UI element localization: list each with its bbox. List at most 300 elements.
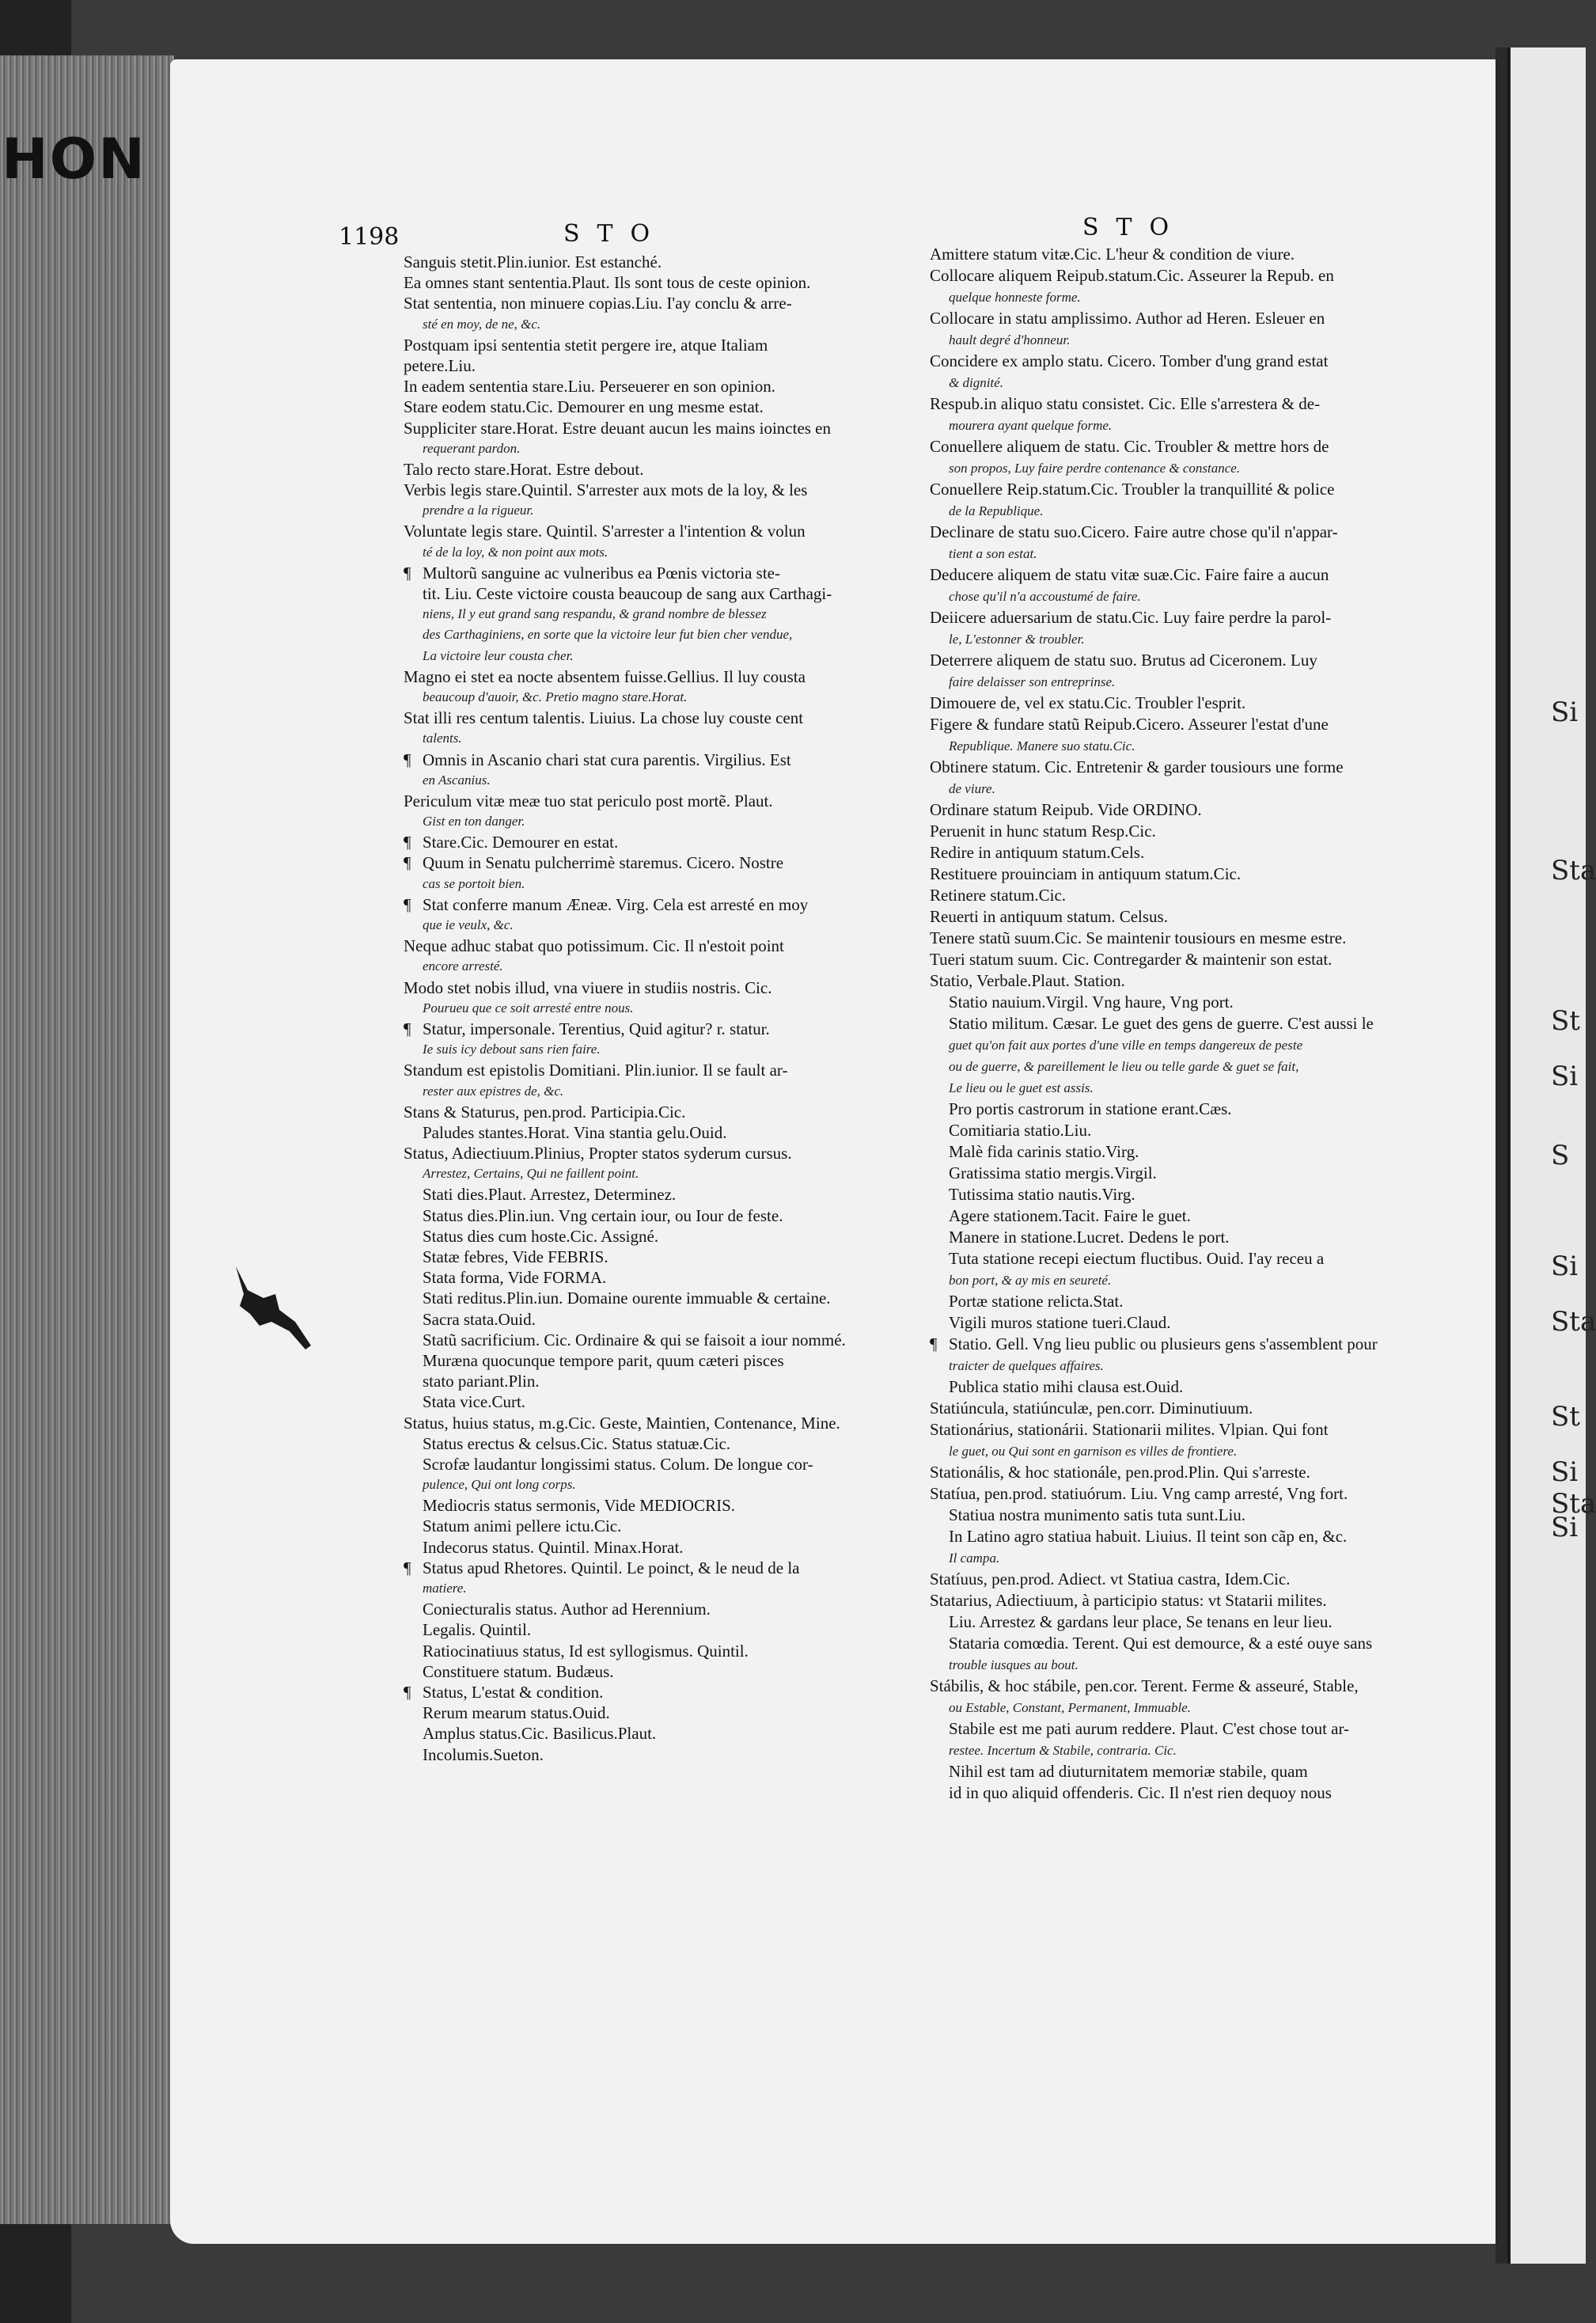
entry-line bbox=[404, 874, 910, 894]
entry-line bbox=[930, 992, 1428, 1013]
entry-line bbox=[404, 811, 910, 832]
entry-line bbox=[930, 799, 1428, 821]
entry-line bbox=[404, 1226, 910, 1247]
entry-text: Amplus status.Cic. Basilicus.Plaut. bbox=[423, 1724, 657, 1744]
entry-text: niens, Il y eut grand sang respandu, & grand nombre de blessez bbox=[423, 606, 767, 622]
entry-line bbox=[404, 956, 910, 977]
entry-text: Stare eodem statu.Cic. Demourer en ung mesme estat. bbox=[404, 397, 764, 417]
entry-text: de viure. bbox=[949, 781, 995, 796]
entry-text: Collocare aliquem Reipub.statum.Cic. Asseurer la Repub. en bbox=[930, 266, 1334, 285]
entry-line bbox=[930, 1227, 1428, 1248]
entry-line bbox=[404, 1558, 910, 1578]
entry-line bbox=[930, 1312, 1428, 1334]
entry-line bbox=[930, 949, 1428, 970]
entry-line bbox=[930, 1205, 1428, 1227]
entry-text: Status apud Rhetores. Quintil. Le poinct, & le neud de la bbox=[423, 1558, 800, 1577]
entry-text: restee. Incertum & Stabile, contraria. Cic. bbox=[949, 1743, 1177, 1758]
entry-text: Coniecturalis status. Author ad Herennium. bbox=[423, 1600, 711, 1619]
entry-text: Collocare in statu amplissimo. Author ad Heren. Esleuer en bbox=[930, 309, 1325, 328]
entry-text: Status, huius status, m.g.Cic. Geste, Maintien, Contenance, Mine. bbox=[404, 1413, 840, 1433]
facing-page-fragment: St bbox=[1551, 1401, 1580, 1433]
entry-line bbox=[930, 757, 1428, 778]
paragraph-mark-icon: ¶ bbox=[404, 833, 411, 852]
entry-line bbox=[404, 666, 910, 687]
entry-text: Comitiaria statio.Liu. bbox=[949, 1121, 1092, 1140]
entry-text: Stata vice.Curt. bbox=[423, 1392, 526, 1412]
entry-line bbox=[404, 852, 910, 873]
entry-text: Verbis legis stare.Quintil. S'arrester aux mots de la loy, & les bbox=[404, 480, 808, 500]
facing-page bbox=[1507, 47, 1586, 2264]
entry-line bbox=[930, 1718, 1428, 1740]
facing-page-fragment: Sta bbox=[1551, 1306, 1596, 1338]
entry-text: Stans & Staturus, pen.prod. Participia.Cic. bbox=[404, 1102, 686, 1122]
facing-page-fragment: Si bbox=[1551, 1512, 1579, 1543]
entry-text: Status, L'estat & condition. bbox=[423, 1682, 604, 1702]
entry-line bbox=[404, 1019, 910, 1039]
entry-text: Talo recto stare.Horat. Estre debout. bbox=[404, 459, 644, 479]
entry-line bbox=[404, 915, 910, 936]
entry-text: encore arresté. bbox=[423, 958, 503, 974]
entry-text: Le lieu ou le guet est assis. bbox=[949, 1080, 1094, 1095]
entry-line bbox=[930, 1120, 1428, 1141]
entry-line bbox=[404, 791, 910, 811]
entry-text: Pro portis castrorum in statione erant.Cæs. bbox=[949, 1099, 1232, 1118]
entry-text: Multorũ sanguine ac vulneribus ea Pœnis victoria ste- bbox=[423, 563, 780, 583]
entry-line bbox=[404, 1205, 910, 1226]
entry-text: Deterrere aliquem de statu suo. Brutus ad Ciceronem. Luy bbox=[930, 651, 1317, 670]
entry-line bbox=[930, 1141, 1428, 1163]
entry-text: Arrestez, Certains, Qui ne faillent point. bbox=[423, 1166, 639, 1182]
entry-line bbox=[404, 998, 910, 1019]
entry-text: Conuellere Reip.statum.Cic. Troubler la tranquillité & police bbox=[930, 480, 1335, 499]
entry-text: Periculum vitæ meæ tuo stat periculo post mortẽ. Plaut. bbox=[404, 791, 773, 810]
paragraph-mark-icon: ¶ bbox=[404, 1682, 411, 1702]
entry-line bbox=[930, 693, 1428, 714]
entry-line bbox=[930, 1419, 1428, 1440]
entry-text: Statarius, Adiectiuum, à participio status: vt Statarii milites. bbox=[930, 1591, 1327, 1610]
entry-text: Dimouere de, vel ex statu.Cic. Troubler l'esprit. bbox=[930, 693, 1246, 712]
entry-line bbox=[930, 436, 1428, 457]
entry-line bbox=[930, 500, 1428, 522]
entry-text: Status dies.Plin.iun. Vng certain iour, ou Iour de feste. bbox=[423, 1205, 783, 1225]
entry-text: sté en moy, de ne, &c. bbox=[423, 316, 541, 332]
entry-line bbox=[404, 438, 910, 459]
entry-line bbox=[404, 397, 910, 417]
entry-text: Stat illi res centum talentis. Liuius. La chose luy couste cent bbox=[404, 708, 804, 728]
entry-text: Concidere ex amplo statu. Cicero. Tomber d'ung grand estat bbox=[930, 351, 1329, 370]
entry-line bbox=[404, 708, 910, 728]
entry-line bbox=[930, 650, 1428, 671]
entry-text: Ie suis icy debout sans rien faire. bbox=[423, 1042, 601, 1057]
entry-line bbox=[404, 936, 910, 956]
entry-text: Statio militum. Cæsar. Le guet des gens de guerre. C'est aussi le bbox=[949, 1014, 1374, 1033]
entry-text: quelque honneste forme. bbox=[949, 290, 1081, 305]
entry-text: Liu. Arrestez & gardans leur place, Se tenans en leur lieu. bbox=[949, 1612, 1333, 1631]
entry-text: Peruenit in hunc statum Resp.Cic. bbox=[930, 822, 1156, 841]
entry-text: Stata forma, Vide FORMA. bbox=[423, 1268, 607, 1288]
entry-text: Manere in statione.Lucret. Dedens le port. bbox=[949, 1228, 1230, 1247]
entry-line bbox=[404, 687, 910, 708]
entry-line bbox=[404, 1475, 910, 1495]
running-head-left: STO bbox=[563, 220, 668, 248]
entry-text: Statíuus, pen.prod. Adiect. vt Statiua castra, Idem.Cic. bbox=[930, 1570, 1291, 1589]
entry-line bbox=[930, 821, 1428, 842]
entry-line bbox=[930, 479, 1428, 500]
entry-text: Modo stet nobis illud, vna viuere in studiis nostris. Cic. bbox=[404, 977, 772, 997]
entry-text: Magno ei stet ea nocte absentem fuisse.Gellius. Il luy cousta bbox=[404, 666, 806, 686]
entry-line bbox=[930, 372, 1428, 393]
entry-line bbox=[404, 272, 910, 293]
entry-line bbox=[404, 583, 910, 604]
entry-line bbox=[404, 604, 910, 624]
paragraph-mark-icon: ¶ bbox=[930, 1334, 938, 1353]
entry-text: Suppliciter stare.Horat. Estre deuant aucun les mains ioinctes en bbox=[404, 418, 832, 438]
entry-line bbox=[930, 842, 1428, 864]
entry-text: Retinere statum.Cic. bbox=[930, 886, 1067, 905]
entry-text: Stationárius, stationárii. Stationarii milites. Vlpian. Qui font bbox=[930, 1420, 1329, 1439]
entry-text: Statio, Verbale.Plaut. Station. bbox=[930, 971, 1125, 990]
entry-line bbox=[930, 714, 1428, 735]
entry-line bbox=[404, 521, 910, 541]
entry-text: cas se portoit bien. bbox=[423, 875, 525, 891]
entry-line bbox=[930, 735, 1428, 757]
entry-line bbox=[404, 1122, 910, 1143]
entry-line bbox=[930, 628, 1428, 650]
entry-line bbox=[404, 335, 910, 355]
entry-line bbox=[404, 252, 910, 272]
entry-text: Statiúncula, statiúnculæ, pen.corr. Diminutiuum. bbox=[930, 1399, 1253, 1418]
entry-text: prendre a la rigueur. bbox=[423, 503, 534, 518]
entry-text: Statíua, pen.prod. statiuórum. Liu. Vng camp arresté, Vng fort. bbox=[930, 1484, 1348, 1503]
entry-line bbox=[404, 1309, 910, 1330]
entry-line bbox=[404, 1039, 910, 1060]
entry-line bbox=[930, 1547, 1428, 1569]
entry-line bbox=[404, 1060, 910, 1080]
entry-line bbox=[404, 1641, 910, 1661]
entry-text: Rerum mearum status.Ouid. bbox=[423, 1703, 610, 1723]
entry-text: Stati reditus.Plin.iun. Domaine ourente immuable & certaine. bbox=[423, 1289, 831, 1308]
facing-page-fragment: Si bbox=[1551, 697, 1579, 728]
right-column bbox=[930, 244, 1428, 1804]
entry-line bbox=[404, 1267, 910, 1288]
entry-text: Statio. Gell. Vng lieu public ou plusieurs gens s'assemblent pour bbox=[949, 1334, 1378, 1353]
entry-text: Obtinere statum. Cic. Entretenir & garder tousiours une forme bbox=[930, 757, 1344, 776]
entry-line bbox=[404, 1537, 910, 1558]
entry-text: Gist en ton danger. bbox=[423, 814, 525, 829]
entry-text: Agere stationem.Tacit. Faire le guet. bbox=[949, 1206, 1191, 1225]
entry-line bbox=[930, 1291, 1428, 1312]
entry-text: stato pariant.Plin. bbox=[423, 1372, 540, 1391]
entry-text: traicter de quelques affaires. bbox=[949, 1358, 1104, 1373]
entry-line bbox=[404, 1619, 910, 1640]
entry-line bbox=[930, 1270, 1428, 1291]
entry-line bbox=[404, 1102, 910, 1122]
entry-text: Restituere prouinciam in antiquum statum.Cic. bbox=[930, 864, 1242, 883]
entry-text: Stabile est me pati aurum reddere. Plaut. C'est chose tout ar- bbox=[949, 1719, 1350, 1738]
entry-text: Postquam ipsi sententia stetit pergere ire, atque Italiam bbox=[404, 335, 768, 355]
entry-text: Figere & fundare statũ Reipub.Cicero. Asseurer l'estat d'une bbox=[930, 715, 1329, 734]
entry-text: Deiicere aduersarium de statu.Cic. Luy faire perdre la parol- bbox=[930, 608, 1332, 627]
entry-line bbox=[930, 1633, 1428, 1654]
facing-page-fragment: Si bbox=[1551, 1251, 1579, 1282]
entry-line bbox=[404, 293, 910, 313]
entry-line bbox=[930, 778, 1428, 799]
entry-text: Status, Adiectiuum.Plinius, Propter statos syderum cursus. bbox=[404, 1144, 792, 1163]
entry-text: Tueri statum suum. Cic. Contregarder & maintenir son estat. bbox=[930, 950, 1333, 969]
entry-text: Stat sententia, non minuere copias.Liu. I'ay conclu & arre- bbox=[404, 294, 792, 313]
entry-text: tient a son estat. bbox=[949, 546, 1037, 561]
entry-text: Vigili muros statione tueri.Claud. bbox=[949, 1313, 1171, 1332]
entry-line bbox=[930, 1740, 1428, 1761]
entry-line bbox=[404, 563, 910, 583]
entry-line bbox=[404, 1081, 910, 1102]
entry-line bbox=[404, 1330, 910, 1350]
entry-text: Statum animi pellere ictu.Cic. bbox=[423, 1516, 622, 1536]
entry-text: In Latino agro statiua habuit. Liuius. Il teint son cãp en, &c. bbox=[949, 1527, 1348, 1546]
entry-line bbox=[930, 1099, 1428, 1120]
entry-text: petere.Liu. bbox=[404, 355, 476, 375]
entry-line bbox=[930, 265, 1428, 287]
entry-line bbox=[930, 1590, 1428, 1611]
entry-text: Paludes stantes.Horat. Vina stantia gelu.Ouid. bbox=[423, 1122, 727, 1142]
entry-line bbox=[930, 351, 1428, 372]
entry-line bbox=[930, 287, 1428, 308]
entry-text: Ratiocinatiuus status, Id est syllogismus. Quintil. bbox=[423, 1641, 749, 1661]
entry-line bbox=[930, 1526, 1428, 1547]
facing-page-fragment: Si bbox=[1551, 1061, 1579, 1092]
entry-text: Malè fida carinis statio.Virg. bbox=[949, 1142, 1139, 1161]
entry-text: Statæ febres, Vide FEBRIS. bbox=[423, 1247, 608, 1266]
entry-text: Stati dies.Plaut. Arrestez, Determinez. bbox=[423, 1185, 677, 1205]
paragraph-mark-icon: ¶ bbox=[404, 563, 411, 583]
entry-text: Indecorus status. Quintil. Minax.Horat. bbox=[423, 1537, 684, 1557]
entry-line bbox=[930, 1376, 1428, 1398]
running-head-right: STO bbox=[1082, 214, 1187, 241]
entry-line bbox=[930, 1184, 1428, 1205]
entry-line bbox=[404, 832, 910, 852]
entry-line bbox=[930, 393, 1428, 415]
entry-line bbox=[404, 1578, 910, 1599]
entry-line bbox=[930, 1398, 1428, 1419]
entry-text: chose qu'il n'a accoustumé de faire. bbox=[949, 589, 1141, 604]
entry-text: Republique. Manere suo statu.Cic. bbox=[949, 738, 1135, 753]
entry-text: Gratissima statio mergis.Virgil. bbox=[949, 1163, 1157, 1182]
entry-line bbox=[404, 1702, 910, 1723]
ink-blot-icon bbox=[220, 1258, 323, 1361]
entry-line bbox=[404, 500, 910, 521]
entry-text: des Carthaginiens, en sorte que la victoire leur fut bien cher vendue, bbox=[423, 627, 793, 643]
entry-line bbox=[930, 1654, 1428, 1676]
paragraph-mark-icon: ¶ bbox=[404, 853, 411, 873]
facing-page-fragment: Sta bbox=[1551, 855, 1596, 886]
entry-text: beaucoup d'auoir, &c. Pretio magno stare.Horat. bbox=[423, 689, 688, 704]
entry-line bbox=[404, 1143, 910, 1163]
entry-line bbox=[930, 522, 1428, 543]
page-number: 1198 bbox=[339, 223, 400, 251]
entry-line bbox=[404, 646, 910, 666]
entry-text: Status erectus & celsus.Cic. Status statuæ.Cic. bbox=[423, 1433, 731, 1453]
entry-line bbox=[930, 607, 1428, 628]
entry-line bbox=[404, 1163, 910, 1184]
entry-line bbox=[404, 1413, 910, 1433]
facing-page-fragment: Si bbox=[1551, 1456, 1579, 1488]
entry-text: Status dies cum hoste.Cic. Assigné. bbox=[423, 1226, 659, 1246]
paragraph-mark-icon: ¶ bbox=[404, 1019, 411, 1038]
entry-text: Statiua nostra munimento satis tuta sunt.Liu. bbox=[949, 1505, 1246, 1524]
entry-text: In eadem sententia stare.Liu. Perseuerer en son opinion. bbox=[404, 377, 776, 397]
entry-text: Il campa. bbox=[949, 1551, 1000, 1566]
entry-line bbox=[930, 1248, 1428, 1270]
entry-line bbox=[930, 1782, 1428, 1804]
entry-line bbox=[404, 1454, 910, 1475]
entry-line bbox=[930, 1462, 1428, 1483]
entry-text: le guet, ou Qui sont en garnison es villes de frontiere. bbox=[949, 1444, 1238, 1459]
entry-line bbox=[930, 1013, 1428, 1034]
left-column bbox=[404, 252, 910, 1765]
entry-text: Scrofæ laudantur longissimi status. Colum. De longue cor- bbox=[423, 1454, 813, 1474]
entry-line bbox=[930, 1761, 1428, 1782]
entry-text: Statũ sacrificium. Cic. Ordinaire & qui se faisoit a iour nommé. bbox=[423, 1330, 846, 1349]
entry-text: Declinare de statu suo.Cicero. Faire autre chose qu'il n'appar- bbox=[930, 522, 1338, 541]
entry-line bbox=[930, 1611, 1428, 1633]
entry-text: Stábilis, & hoc stábile, pen.cor. Terent. Ferme & asseuré, Stable, bbox=[930, 1676, 1359, 1695]
entry-line bbox=[930, 885, 1428, 906]
entry-line bbox=[404, 1682, 910, 1702]
entry-text: Portæ statione relicta.Stat. bbox=[949, 1292, 1124, 1311]
entry-text: Ea omnes stant sententia.Plaut. Ils sont tous de ceste opinion. bbox=[404, 273, 811, 293]
entry-line bbox=[930, 415, 1428, 436]
entry-text: Pourueu que ce soit arresté entre nous. bbox=[423, 1000, 634, 1015]
entry-line bbox=[404, 355, 910, 376]
entry-text: Tenere statũ suum.Cic. Se maintenir tousiours en mesme estre. bbox=[930, 928, 1347, 947]
entry-text: Redire in antiquum statum.Cels. bbox=[930, 843, 1145, 862]
entry-line bbox=[930, 308, 1428, 329]
entry-text: Tutissima statio nautis.Virg. bbox=[949, 1185, 1135, 1204]
entry-text: pulence, Qui ont long corps. bbox=[423, 1477, 576, 1493]
entry-text: Muræna quocunque tempore parit, quum cæteri pisces bbox=[423, 1350, 784, 1370]
entry-line bbox=[404, 376, 910, 397]
facing-page-fragment: St bbox=[1551, 1005, 1580, 1037]
entry-text: tit. Liu. Ceste victoire cousta beaucoup de sang aux Carthagi- bbox=[423, 584, 832, 603]
entry-line bbox=[930, 586, 1428, 607]
entry-text: Stationális, & hoc stationále, pen.prod.Plin. Qui s'arreste. bbox=[930, 1463, 1310, 1482]
paragraph-mark-icon: ¶ bbox=[404, 750, 411, 769]
entry-line bbox=[404, 1371, 910, 1391]
entry-line bbox=[930, 1056, 1428, 1077]
entry-text: ou Estable, Constant, Permanent, Immuable. bbox=[949, 1700, 1191, 1715]
entry-line bbox=[404, 1723, 910, 1744]
entry-line bbox=[404, 1744, 910, 1765]
entry-text: Stataria comœdia. Terent. Qui est demource, & a esté ouye sans bbox=[949, 1634, 1373, 1653]
entry-text: matiere. bbox=[423, 1581, 467, 1596]
facing-page-fragment: Sta bbox=[1551, 1488, 1596, 1520]
paragraph-mark-icon: ¶ bbox=[404, 894, 411, 914]
entry-text: talents. bbox=[423, 731, 462, 746]
paragraph-mark-icon: ¶ bbox=[404, 1558, 411, 1577]
entry-text: que ie veulx, &c. bbox=[423, 917, 514, 932]
entry-text: Reuerti in antiquum statum. Celsus. bbox=[930, 907, 1168, 926]
entry-text: té de la loy, & non point aux mots. bbox=[423, 544, 608, 560]
entry-text: Conuellere aliquem de statu. Cic. Troubler & mettre hors de bbox=[930, 437, 1329, 456]
entry-line bbox=[930, 906, 1428, 928]
entry-line bbox=[404, 894, 910, 915]
entry-text: rester aux epistres de, &c. bbox=[423, 1083, 564, 1099]
entry-text: son propos, Luy faire perdre contenance & constance. bbox=[949, 461, 1241, 476]
entry-line bbox=[930, 1676, 1428, 1697]
entry-line bbox=[930, 1034, 1428, 1056]
entry-line bbox=[404, 624, 910, 645]
entry-line bbox=[930, 329, 1428, 351]
entry-line bbox=[404, 1516, 910, 1536]
entry-line bbox=[404, 1495, 910, 1516]
entry-text: La victoire leur cousta cher. bbox=[423, 647, 574, 663]
entry-line bbox=[404, 1599, 910, 1619]
entry-line bbox=[930, 928, 1428, 949]
entry-line bbox=[404, 480, 910, 500]
entry-text: Stare.Cic. Demourer en estat. bbox=[423, 833, 619, 852]
entry-text: Amittere statum vitæ.Cic. L'heur & condition de viure. bbox=[930, 245, 1295, 264]
entry-text: id in quo aliquid offenderis. Cic. Il n'est rien dequoy nous bbox=[949, 1783, 1332, 1802]
entry-line bbox=[930, 543, 1428, 564]
entry-line bbox=[930, 1569, 1428, 1590]
entry-line bbox=[404, 770, 910, 791]
entry-line bbox=[404, 418, 910, 438]
entry-text: Nihil est tam ad diuturnitatem memoriæ stabile, quam bbox=[949, 1762, 1308, 1781]
entry-text: le, L'estonner & troubler. bbox=[949, 632, 1085, 647]
entry-line bbox=[404, 1391, 910, 1412]
entry-text: Mediocris status sermonis, Vide MEDIOCRIS. bbox=[423, 1496, 736, 1516]
entry-text: ou de guerre, & pareillement le lieu ou telle garde & guet se fait, bbox=[949, 1059, 1299, 1074]
entry-text: Quum in Senatu pulcherrimè staremus. Cicero. Nostre bbox=[423, 853, 784, 873]
entry-text: en Ascanius. bbox=[423, 772, 491, 788]
entry-text: Constituere statum. Budæus. bbox=[423, 1661, 614, 1681]
entry-text: & dignité. bbox=[949, 375, 1003, 390]
entry-line bbox=[930, 564, 1428, 586]
entry-text: Legalis. Quintil. bbox=[423, 1620, 532, 1640]
entry-text: Sanguis stetit.Plin.iunior. Est estanché. bbox=[404, 252, 662, 271]
entry-line bbox=[404, 1184, 910, 1205]
entry-text: Deducere aliquem de statu vitæ suæ.Cic. Faire faire a aucun bbox=[930, 565, 1329, 584]
entry-line bbox=[930, 1334, 1428, 1355]
entry-line bbox=[930, 1163, 1428, 1184]
entry-text: Publica statio mihi clausa est.Ouid. bbox=[949, 1377, 1184, 1396]
entry-line bbox=[930, 970, 1428, 992]
entry-text: Omnis in Ascanio chari stat cura parentis. Virgilius. Est bbox=[423, 750, 791, 769]
entry-text: Incolumis.Sueton. bbox=[423, 1744, 544, 1764]
entry-line bbox=[404, 977, 910, 998]
entry-text: Tuta statione recepi eiectum fluctibus. Ouid. I'ay receu a bbox=[949, 1249, 1325, 1268]
entry-text: Statio nauium.Virgil. Vng haure, Vng port. bbox=[949, 993, 1234, 1012]
entry-line bbox=[930, 244, 1428, 265]
entry-text: hault degré d'honneur. bbox=[949, 332, 1071, 347]
entry-line bbox=[930, 1697, 1428, 1718]
entry-text: de la Republique. bbox=[949, 503, 1044, 518]
entry-text: Sacra stata.Ouid. bbox=[423, 1309, 536, 1329]
entry-text: requerant pardon. bbox=[423, 440, 521, 456]
entry-line bbox=[930, 1483, 1428, 1505]
spine-title: HON bbox=[2, 127, 146, 192]
entry-text: mourera ayant quelque forme. bbox=[949, 418, 1113, 433]
entry-text: Voluntate legis stare. Quintil. S'arrester a l'intention & volun bbox=[404, 522, 806, 541]
entry-text: Neque adhuc stabat quo potissimum. Cic. Il n'estoit point bbox=[404, 936, 784, 956]
entry-line bbox=[930, 1505, 1428, 1526]
entry-text: Statur, impersonale. Terentius, Quid agitur? r. statur. bbox=[423, 1019, 770, 1038]
entry-line bbox=[404, 1288, 910, 1308]
entry-line bbox=[930, 1440, 1428, 1462]
entry-line bbox=[930, 671, 1428, 693]
entry-text: bon port, & ay mis en seureté. bbox=[949, 1273, 1112, 1288]
entry-line bbox=[930, 1077, 1428, 1099]
